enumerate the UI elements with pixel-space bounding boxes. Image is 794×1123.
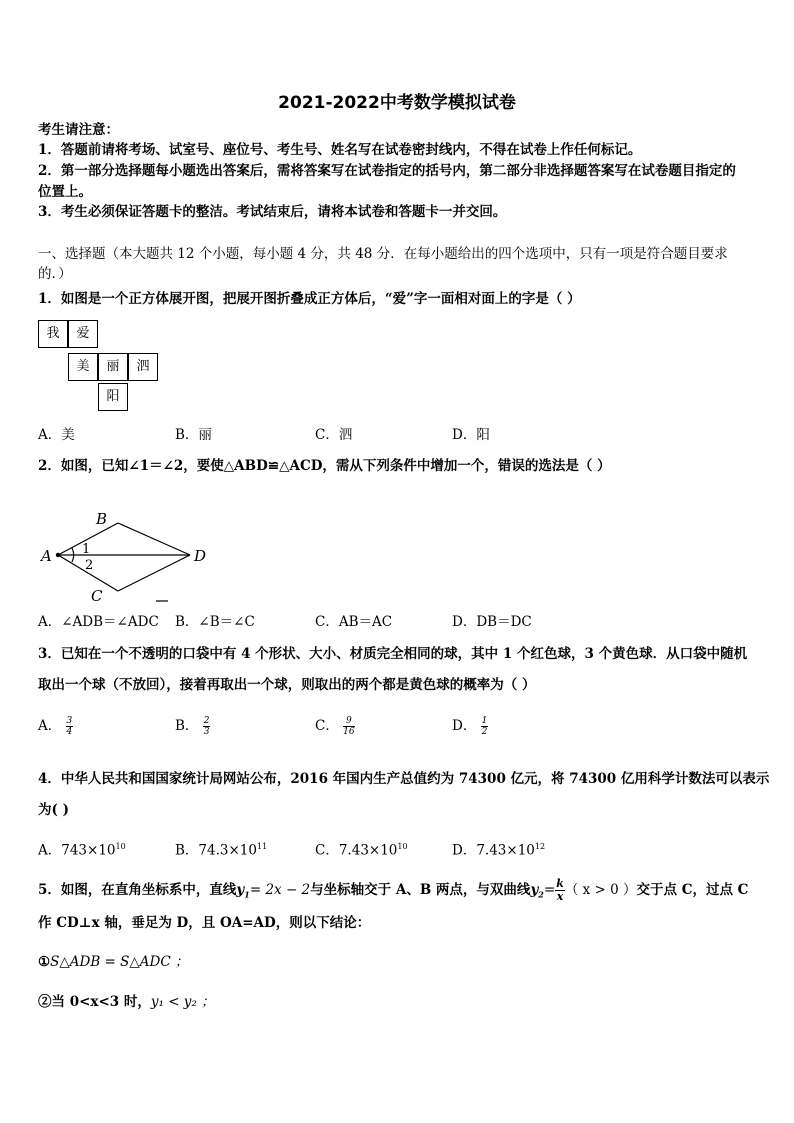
net-cell: 爱	[68, 320, 98, 348]
net-cell: 我	[38, 320, 68, 348]
vertex-dot	[56, 553, 60, 557]
q4-option-d	[452, 838, 545, 860]
numerator: 9	[343, 716, 354, 727]
question-5-line2: 作 CD⊥x 轴，垂足为 D，且 OA=AD，则以下结论：	[38, 915, 371, 931]
domain-condition: （ x > 0 ）	[564, 882, 637, 898]
net-cell: 美	[68, 353, 98, 381]
label-b: B	[96, 510, 108, 528]
notice-item: 3．考生必须保证答题卡的整洁。考试结束后，请将本试卷和答题卡一并交回。	[38, 204, 507, 220]
hyperbola-fraction	[555, 878, 565, 903]
q1-option-b: B．丽	[175, 427, 212, 443]
base-value: 7.43×10	[338, 842, 398, 859]
numerator: k	[556, 877, 564, 890]
question-2-stem: 2．如图，已知∠1＝∠2，要使△ABD≌△ACD，需从下列条件中增加一个，错误的选法是（ ）	[38, 458, 611, 474]
angle-1-label: 1	[82, 542, 91, 557]
notice-heading: 考生请注意：	[38, 122, 119, 138]
angle-2-label: 2	[85, 558, 94, 573]
question-3-line2: 取出一个球（不放回），接着再取出一个球，则取出的两个都是黄色球的概率为（ ）	[38, 677, 536, 693]
q5-text: 交于点 C，过点 C	[636, 882, 749, 898]
option-letter: A．	[38, 718, 62, 734]
conclusion-1	[38, 953, 188, 971]
y2-symbol: $y_2$	[530, 882, 544, 900]
conclusion-2	[38, 993, 215, 1011]
fraction	[66, 716, 74, 737]
q3-option-b	[175, 716, 210, 746]
option-letter: B．	[175, 842, 199, 859]
inequality: y₁ < y₂ ；	[150, 994, 215, 1010]
exponent: 10	[397, 842, 408, 851]
label-d: D	[194, 547, 207, 565]
q4-option-b	[175, 838, 267, 860]
denominator: 4	[66, 727, 73, 737]
q3-option-a	[38, 716, 73, 746]
section-heading: 的．）	[38, 266, 72, 282]
option-letter: C．	[315, 718, 339, 734]
option-letter: D．	[452, 842, 477, 859]
denominator: x	[556, 890, 564, 903]
q1-option-d: D．阳	[452, 427, 490, 443]
denominator: 2	[481, 727, 488, 737]
numerator: 3	[66, 716, 73, 726]
denominator: 3	[203, 727, 210, 737]
conclusion-text: ②当 0<x<3 时，	[38, 994, 151, 1010]
numerator: 1	[481, 716, 488, 726]
fraction	[343, 716, 354, 737]
numerator: 2	[203, 716, 210, 726]
exponent: 11	[256, 842, 268, 851]
notice-item: 2．第一部分选择题每小题选出答案后，需将答案写在试卷指定的括号内，第二部分非选择题答案写在试卷题目指定的	[38, 163, 736, 179]
label-a: A	[41, 547, 52, 565]
option-letter: A．	[38, 842, 62, 859]
exponent: 10	[115, 842, 126, 851]
q4-option-a	[38, 838, 126, 860]
base-value: 7.43×10	[476, 842, 535, 859]
area-equation: S△ADB = S△ADC ；	[50, 954, 189, 970]
q3-option-c	[315, 716, 355, 746]
edge-cd	[118, 555, 190, 591]
option-letter: B．	[175, 718, 199, 734]
notice-item: 1．答题前请将考场、试室号、座位号、考生号、姓名写在试卷密封线内，不得在试卷上作任何标记。	[38, 142, 642, 158]
question-4-line2: 为( )	[38, 802, 69, 818]
option-letter: C．	[315, 842, 339, 859]
net-cell: 阳	[98, 383, 128, 411]
exponent: 12	[534, 842, 546, 851]
denominator: 16	[343, 727, 355, 737]
q2-option-c: C．AB＝AC	[315, 614, 393, 630]
q3-option-d	[452, 716, 488, 746]
net-cell: 泗	[128, 353, 158, 381]
q1-option-c: C．泗	[315, 427, 353, 443]
q4-option-c	[315, 838, 408, 860]
q2-option-d: D．DB＝DC	[452, 614, 532, 630]
line-equation: = 2x − 2	[249, 882, 311, 898]
question-4-line1: 4．中华人民共和国国家统计局网站公布，2016 年国内生产总值约为 74300 亿元，将 74300 亿用科学计数法可以表示	[38, 771, 770, 787]
notice-item: 位置上。	[38, 184, 92, 200]
q2-option-a: A．∠ADB＝∠ADC	[38, 614, 159, 630]
q2-option-b: B．∠B＝∠C	[175, 614, 255, 630]
base-value: 743×10	[61, 842, 116, 859]
conclusion-marker: ①	[38, 954, 51, 970]
q5-text: 5．如图，在直角坐标系中，直线	[38, 882, 237, 898]
option-letter: D．	[452, 718, 477, 734]
question-3-line1: 3．已知在一个不透明的口袋中有 4 个形状、大小、材质完全相同的球，其中 1 个红色球，3 个黄色球．从口袋中随机	[38, 646, 748, 662]
edge-bd	[118, 523, 190, 555]
question-5-line1: 5．如图，在直角坐标系中，直线$y_1= 2x - 2$与坐标轴交于 A、B 两点，与双曲线$y_2=$ $\frac{k}{x}$ （ x > 0 ）交于点 C，过点 C	[38, 877, 749, 903]
q1-option-a: A．美	[38, 427, 75, 443]
base-value: 74.3×10	[198, 842, 257, 859]
fraction	[203, 716, 211, 737]
page-title: 2021-2022中考数学模拟试卷	[278, 93, 516, 113]
fraction	[481, 716, 489, 737]
question-1-stem: 1．如图是一个正方体展开图，把展开图折叠成正方体后，“爱”字一面相对面上的字是（ ）	[38, 291, 581, 307]
net-cell: 丽	[98, 353, 128, 381]
q5-text: 与坐标轴交于 A、B 两点，与双曲线	[310, 882, 531, 898]
label-c: C	[91, 587, 103, 605]
y1-symbol: $y_1$	[236, 882, 250, 900]
quadrilateral-figure	[38, 505, 218, 605]
section-heading: 一、选择题（本大题共 12 个小题，每小题 4 分，共 48 分．在每小题给出的四个选项中，只有一项是符合题目要求	[38, 246, 728, 262]
